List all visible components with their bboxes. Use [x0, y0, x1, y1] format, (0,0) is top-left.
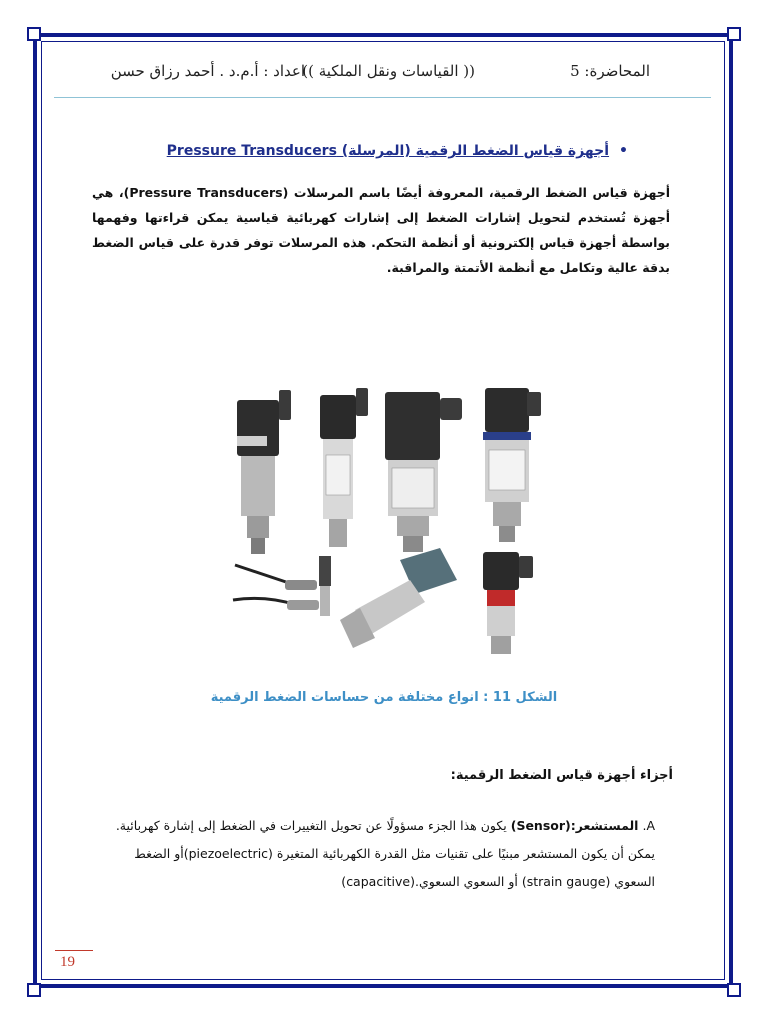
section-heading: •أجهزة قياس الضغط الرقمية (المرسلة) Pressure Transducers: [166, 143, 628, 159]
item-marker: A.: [642, 818, 655, 833]
corner-ornament-top-right: [727, 27, 741, 41]
page-header: [110, 58, 650, 88]
transducer-1: [237, 390, 291, 554]
page-number: 19: [60, 954, 75, 970]
item-text: يكون هذا الجزء مسؤولًا عن تحويل التغييرات في الضغط إلى إشارة كهربائية. يمكن أن يكون المستشعر مبنيًا على تقنيات مثل القدرة الكهربائية المتغيرة (piezoelectric)أو الضغط السعوي (strain gauge) أو السعوي السعوي.(capacitive): [115, 818, 655, 889]
lecture-number: المحاضرة: 5: [570, 62, 650, 80]
course-title: (( القياسات ونقل الملكية )): [302, 62, 475, 80]
parts-heading: أجزاء أجهزة قياس الضغط الرقمية:: [450, 768, 673, 783]
figure-caption: الشكل 11 : انواع مختلفة من حساسات الضغط الرقمية: [210, 690, 558, 705]
intro-paragraph: أجهزة قياس الضغط الرقمية، المعروفة أيضًا باسم المرسلات (Pressure Transducers)، هي أجهزة تُستخدم لتحويل إشارات الضغط إلى إشارات كهربائية قياسية يمكن قراءتها وفهمها بواسطة أجهزة قياس إلكترونية أو أنظمة التحكم. هذه المرسلات توفر قدرة على قياس الضغط بدقة عالية وتكامل مع أنظمة الأتمتة والمراقبة.: [92, 185, 670, 275]
transducer-6: [483, 552, 533, 654]
transducer-cable-set: [233, 556, 331, 616]
pressure-transducers-figure: [225, 380, 545, 670]
bullet-icon: •: [619, 143, 628, 159]
corner-ornament-top-left: [27, 27, 41, 41]
page-number-rule: [55, 950, 93, 951]
transducer-4: [483, 388, 541, 542]
header-divider: [54, 97, 711, 98]
parts-item-sensor: [100, 812, 655, 896]
transducer-5: [340, 548, 457, 648]
transducer-3: [385, 392, 462, 552]
item-term: المستشعر:(Sensor): [510, 818, 639, 833]
corner-ornament-bottom-left: [27, 983, 41, 997]
transducer-2: [320, 388, 368, 547]
corner-ornament-bottom-right: [727, 983, 741, 997]
author-credit: اعداد : أ.م.د . أحمد رزاق حسن: [110, 62, 305, 80]
